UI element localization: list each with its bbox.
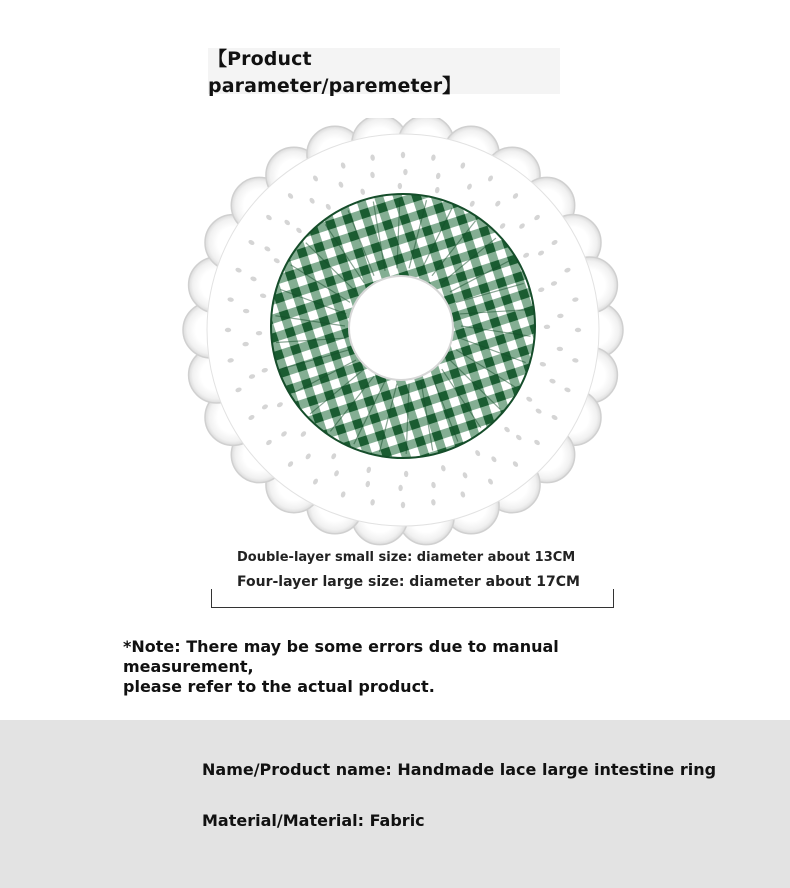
lace-eyelet: [225, 328, 231, 332]
scrunchie-illustration: [178, 118, 628, 548]
product-info-panel: [0, 720, 790, 888]
measurement-bracket: [211, 589, 614, 608]
product-name: Name/Product name: Handmade lace large intestine ring: [202, 760, 717, 779]
page-title: [208, 48, 560, 97]
page-title-text: 【Product parameter/paremeter】: [208, 48, 462, 97]
size-large-label: Four-layer large size: diameter about 17CM: [237, 574, 580, 590]
size-small-label: Double-layer small size: diameter about 13CM: [237, 550, 576, 565]
measurement-note: [123, 637, 683, 697]
scrunchie-center-hole: [349, 276, 453, 380]
note-line-1: *Note: There may be some errors due to manual measurement,: [123, 637, 559, 676]
note-line-2: please refer to the actual product.: [123, 677, 435, 696]
lace-eyelet: [401, 502, 405, 508]
lace-eyelet: [401, 152, 405, 158]
product-material: Material/Material: Fabric: [202, 811, 425, 830]
lace-eyelet: [575, 328, 581, 332]
